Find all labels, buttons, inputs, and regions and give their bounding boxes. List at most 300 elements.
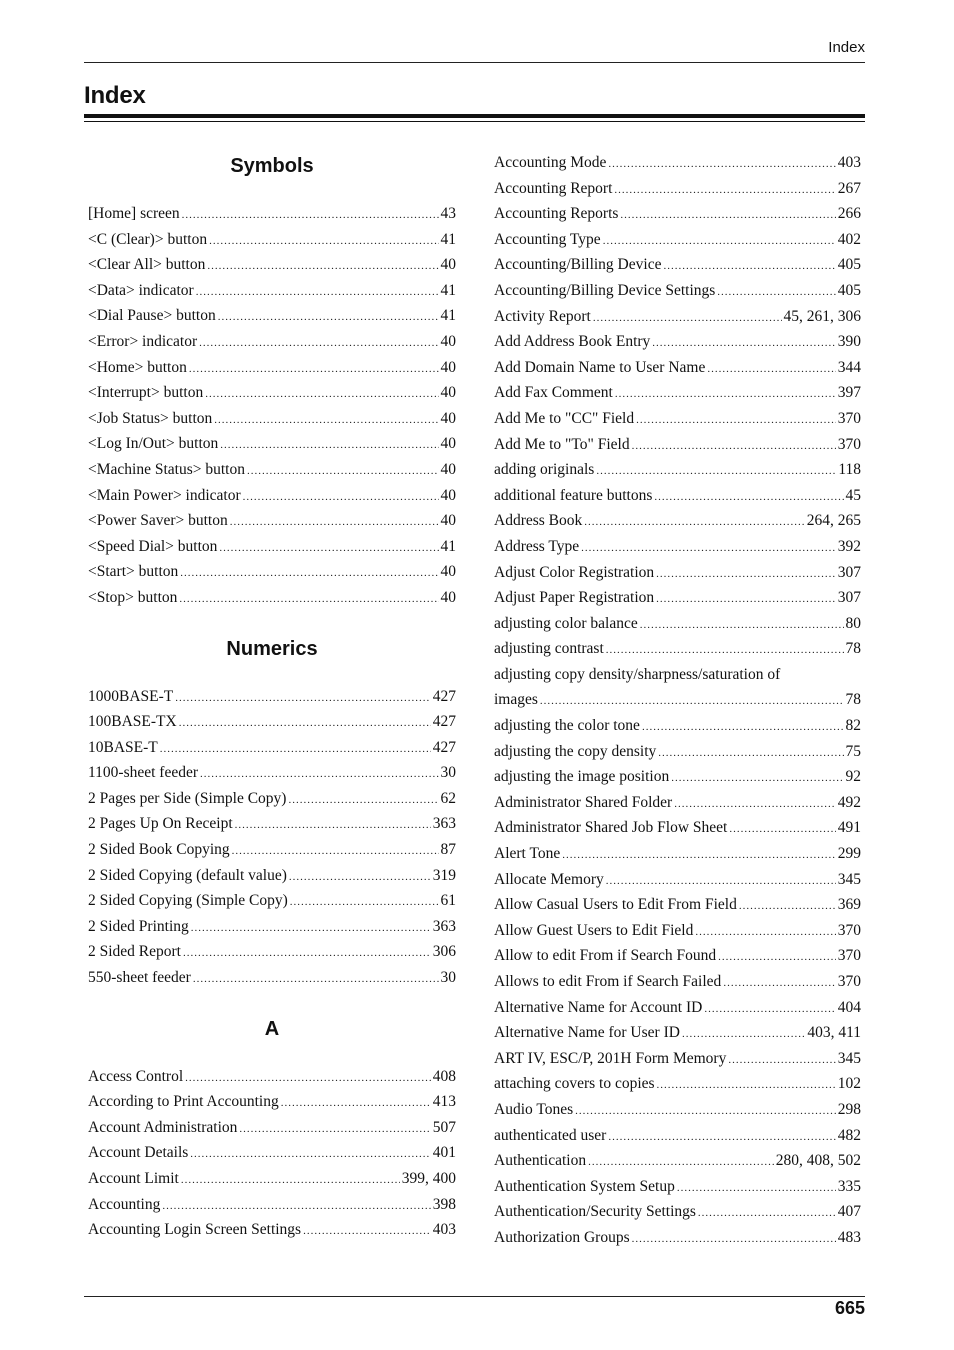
index-entry xyxy=(494,252,861,278)
index-term: <Home> button xyxy=(88,358,187,376)
title-rule-thin xyxy=(84,121,865,122)
index-term: 2 Sided Copying (Simple Copy) xyxy=(88,892,288,910)
index-term: adjusting contrast xyxy=(494,640,604,658)
index-term: Add Fax Comment xyxy=(494,384,613,402)
index-page-ref: 61 xyxy=(440,892,456,910)
index-entry xyxy=(494,1148,861,1174)
index-term: Accounting Mode xyxy=(494,154,607,171)
index-entry xyxy=(88,709,456,735)
index-entry xyxy=(88,811,456,837)
section-heading: Symbols xyxy=(230,155,314,177)
index-entry xyxy=(494,892,861,918)
index-entry xyxy=(88,431,456,457)
index-entry xyxy=(494,764,861,790)
index-page-ref: 40 xyxy=(440,588,456,606)
index-term: Add Domain Name to User Name xyxy=(494,358,706,376)
dot-leader xyxy=(247,459,439,485)
index-page-ref: 40 xyxy=(440,358,456,376)
index-term: Add Me to "CC" Field xyxy=(494,409,635,427)
index-entry xyxy=(88,786,456,812)
index-entry xyxy=(494,815,861,841)
index-page-ref: 41 xyxy=(440,307,456,325)
index-page-ref: 280, 408, 502 xyxy=(775,1152,861,1170)
dot-leader xyxy=(632,434,836,460)
index-term: adjusting the image position xyxy=(494,768,670,786)
index-entry xyxy=(88,483,456,509)
index-page-ref: 483 xyxy=(837,1228,861,1246)
index-term: Alert Tone xyxy=(494,845,561,863)
index-page-ref: 397 xyxy=(837,384,861,402)
index-term: 2 Sided Printing xyxy=(88,917,189,935)
dot-leader xyxy=(230,510,439,536)
dot-leader xyxy=(658,741,843,767)
index-page-ref: 491 xyxy=(837,819,861,837)
index-entry xyxy=(88,863,456,889)
dot-leader xyxy=(723,971,835,997)
index-term: adjusting the copy density xyxy=(494,742,657,760)
index-term: 2 Pages per Side (Simple Copy) xyxy=(88,789,287,807)
dot-leader xyxy=(239,1117,430,1143)
index-term: <Stop> button xyxy=(88,588,178,606)
index-term: Accounting Type xyxy=(494,230,601,248)
dot-leader xyxy=(674,792,836,818)
dot-leader xyxy=(707,357,835,383)
index-page-ref: 306 xyxy=(432,943,456,961)
index-term: <Interrupt> button xyxy=(88,384,204,402)
index-term: Allows to edit From if Search Failed xyxy=(494,973,722,990)
index-entry xyxy=(88,406,456,432)
index-entry xyxy=(494,534,861,560)
index-page-ref: 87 xyxy=(440,841,456,859)
index-entry xyxy=(88,355,456,381)
index-page-ref: 363 xyxy=(432,917,456,935)
index-entry xyxy=(494,304,861,330)
index-entry xyxy=(494,1097,861,1123)
index-page-ref: 427 xyxy=(432,687,456,705)
dot-leader xyxy=(209,229,438,255)
index-page-ref: 370 xyxy=(837,947,861,965)
index-term: Access Control xyxy=(88,1067,184,1085)
dot-leader xyxy=(654,485,843,511)
index-entry xyxy=(494,585,861,611)
index-column-right xyxy=(494,150,861,1251)
index-page-ref: 403, 411 xyxy=(807,1024,861,1042)
index-term: Address Type xyxy=(494,537,580,555)
index-entry xyxy=(88,1217,456,1243)
index-entry xyxy=(88,227,456,253)
index-page-ref: 405 xyxy=(837,281,861,299)
index-page-ref: 40 xyxy=(440,409,456,427)
index-page-ref: 82 xyxy=(845,717,861,735)
index-page-ref: 370 xyxy=(837,409,861,427)
dot-leader xyxy=(540,689,844,715)
dot-leader xyxy=(214,408,438,434)
index-entry xyxy=(88,684,456,710)
index-page-ref: 335 xyxy=(837,1177,861,1195)
dot-leader xyxy=(652,331,835,357)
index-term: 550-sheet feeder xyxy=(88,969,191,987)
index-term: Alternative Name for Account ID xyxy=(494,998,703,1016)
index-page-ref: 408 xyxy=(432,1067,456,1085)
index-term: <Machine Status> button xyxy=(88,460,245,478)
dot-leader xyxy=(219,536,438,562)
index-entry xyxy=(494,278,861,304)
index-page-ref: 264, 265 xyxy=(806,512,861,530)
index-page-ref: 345 xyxy=(837,870,861,888)
index-entry xyxy=(494,969,861,995)
index-term: <Dial Pause> button xyxy=(88,307,216,325)
dot-leader xyxy=(200,762,438,788)
index-term: images xyxy=(494,691,538,709)
dot-leader xyxy=(729,817,835,843)
index-entry xyxy=(494,1071,861,1097)
dot-leader xyxy=(718,945,836,971)
index-entry xyxy=(494,329,861,355)
dot-leader xyxy=(218,305,439,331)
dot-leader xyxy=(562,843,836,869)
index-entry xyxy=(88,252,456,278)
dot-leader xyxy=(695,920,835,946)
index-page-ref: 413 xyxy=(432,1093,456,1111)
dot-leader xyxy=(717,280,835,306)
index-page-ref: 344 xyxy=(837,358,861,376)
index-term: ART IV, ESC/P, 201H Form Memory xyxy=(494,1049,727,1067)
index-column-left xyxy=(88,150,456,1243)
index-term: adjusting color balance xyxy=(494,614,638,632)
dot-leader xyxy=(698,1201,836,1227)
index-entry xyxy=(88,303,456,329)
dot-leader xyxy=(663,254,835,280)
dot-leader xyxy=(581,536,836,562)
dot-leader xyxy=(190,1142,430,1168)
index-page-ref: 40 xyxy=(440,332,456,350)
dot-leader xyxy=(608,1125,835,1151)
dot-leader xyxy=(642,715,844,741)
index-page-ref: 41 xyxy=(440,281,456,299)
index-page-ref: 370 xyxy=(837,973,861,990)
index-page-ref: 45 xyxy=(845,486,861,504)
index-term: adding originals xyxy=(494,461,595,479)
index-term: Accounting Login Screen Settings xyxy=(88,1221,302,1239)
index-page-ref: 118 xyxy=(838,461,861,479)
index-term: <Start> button xyxy=(88,563,179,581)
index-page-ref: 75 xyxy=(845,742,861,760)
dot-leader xyxy=(289,865,431,891)
index-page-ref: 40 xyxy=(440,384,456,402)
index-page-ref: 390 xyxy=(837,333,861,351)
dot-leader xyxy=(185,1066,431,1092)
index-page-ref: 40 xyxy=(440,460,456,478)
index-page-ref: 307 xyxy=(837,563,861,581)
index-term: Add Address Book Entry xyxy=(494,333,651,351)
index-page-ref: 62 xyxy=(440,789,456,807)
index-term: 2 Sided Book Copying xyxy=(88,841,230,859)
index-term: adjusting the color tone xyxy=(494,717,640,735)
dot-leader xyxy=(608,152,835,178)
index-page-ref: 267 xyxy=(837,179,861,197)
index-term: Administrator Shared Folder xyxy=(494,793,673,811)
running-header: Index xyxy=(828,39,865,56)
index-page-ref: 363 xyxy=(432,815,456,833)
footer-rule xyxy=(84,1296,865,1297)
index-entry xyxy=(88,1166,456,1192)
index-page-ref: 102 xyxy=(837,1075,861,1093)
dot-leader xyxy=(739,894,836,920)
index-term: authenticated user xyxy=(494,1126,607,1144)
index-term: Authentication/Security Settings xyxy=(494,1203,696,1221)
dot-leader xyxy=(179,711,431,737)
index-term: Authentication xyxy=(494,1152,587,1170)
dot-leader xyxy=(183,941,431,967)
index-term: <Job Status> button xyxy=(88,409,213,427)
index-term: <Main Power> indicator xyxy=(88,486,241,504)
index-entry xyxy=(88,1140,456,1166)
index-page-ref: 266 xyxy=(837,205,861,223)
index-entry xyxy=(494,355,861,381)
index-term: Authentication System Setup xyxy=(494,1177,675,1195)
dot-leader xyxy=(281,1091,431,1117)
index-entry xyxy=(494,867,861,893)
index-page-ref: 370 xyxy=(837,435,861,453)
dot-leader xyxy=(728,1048,835,1074)
index-page-ref: 427 xyxy=(432,738,456,756)
index-term: 10BASE-T xyxy=(88,738,158,756)
index-entry xyxy=(88,201,456,227)
index-entry xyxy=(88,1064,456,1090)
index-entry xyxy=(494,176,861,202)
index-entry xyxy=(494,483,861,509)
index-term: attaching covers to copies xyxy=(494,1075,655,1093)
index-term: Accounting xyxy=(88,1195,161,1213)
index-entry xyxy=(494,457,861,483)
index-page-ref: 319 xyxy=(432,866,456,884)
dot-leader xyxy=(593,306,782,332)
index-entry xyxy=(88,735,456,761)
index-term: Allow Casual Users to Edit From Field xyxy=(494,896,737,914)
dot-leader xyxy=(162,1194,430,1220)
index-term: 100BASE-TX xyxy=(88,713,177,731)
index-page-ref: 41 xyxy=(440,230,456,248)
index-page-ref: 492 xyxy=(837,793,861,811)
dot-leader xyxy=(207,254,438,280)
dot-leader xyxy=(290,890,439,916)
index-page-ref: 407 xyxy=(837,1203,861,1221)
dot-leader xyxy=(179,587,438,613)
index-page-ref: 399, 400 xyxy=(401,1170,456,1187)
index-page-ref: 45, 261, 306 xyxy=(783,307,861,325)
dot-leader xyxy=(656,587,836,613)
index-entry xyxy=(88,585,456,611)
dot-leader xyxy=(220,433,438,459)
index-entry xyxy=(88,534,456,560)
index-entry xyxy=(494,1046,861,1072)
index-entry xyxy=(494,943,861,969)
dot-leader xyxy=(575,1099,836,1125)
dot-leader xyxy=(682,1022,805,1048)
dot-leader xyxy=(193,967,439,993)
index-entry xyxy=(494,611,861,637)
index-entry xyxy=(494,918,861,944)
dot-leader xyxy=(181,1168,400,1194)
index-term: Allow to edit From if Search Found xyxy=(494,947,717,965)
index-entry xyxy=(88,837,456,863)
index-page-ref: 40 xyxy=(440,563,456,581)
dot-leader xyxy=(677,1176,836,1202)
index-term: Accounting Report xyxy=(494,179,613,197)
index-page-ref: 401 xyxy=(432,1144,456,1162)
index-page-ref: 427 xyxy=(432,713,456,731)
index-page-ref: 299 xyxy=(837,845,861,863)
dot-leader xyxy=(182,203,439,229)
dot-leader xyxy=(606,869,836,895)
index-entry xyxy=(88,914,456,940)
index-entry xyxy=(494,406,861,432)
index-page-ref: 40 xyxy=(440,512,456,530)
dot-leader xyxy=(640,613,844,639)
page-title: Index xyxy=(84,82,146,109)
index-entry xyxy=(88,965,456,991)
dot-leader xyxy=(588,1150,774,1176)
index-entry xyxy=(88,457,456,483)
index-page-ref: 30 xyxy=(440,764,456,782)
index-term: additional feature buttons xyxy=(494,486,653,504)
index-page-ref: 369 xyxy=(837,896,861,914)
index-entry xyxy=(494,432,861,458)
index-page-ref: 40 xyxy=(440,435,456,453)
index-page-ref: 403 xyxy=(432,1221,456,1239)
index-term: Alternative Name for User ID xyxy=(494,1024,680,1042)
index-page-ref: 392 xyxy=(837,537,861,555)
index-entry xyxy=(88,278,456,304)
dot-leader xyxy=(584,510,804,536)
index-entry xyxy=(494,636,861,662)
index-term: <Speed Dial> button xyxy=(88,537,218,555)
index-page-ref: 40 xyxy=(440,256,456,274)
dot-leader xyxy=(636,408,836,434)
index-page-ref: 78 xyxy=(845,640,861,658)
index-page-ref: 298 xyxy=(837,1100,861,1118)
dot-leader xyxy=(656,562,836,588)
index-entry xyxy=(494,201,861,227)
index-term: <C (Clear)> button xyxy=(88,230,208,248)
dot-leader xyxy=(205,382,438,408)
index-entry xyxy=(494,1225,861,1251)
index-term: Administrator Shared Job Flow Sheet xyxy=(494,819,728,837)
index-term: Account Administration xyxy=(88,1118,238,1136)
dot-leader xyxy=(191,916,431,942)
dot-leader xyxy=(596,459,836,485)
index-entry xyxy=(88,508,456,534)
index-term: 1000BASE-T xyxy=(88,687,174,705)
index-term: Authorization Groups xyxy=(494,1228,630,1246)
dot-leader xyxy=(632,1227,836,1253)
dot-leader xyxy=(235,813,431,839)
dot-leader xyxy=(606,638,844,664)
index-page-ref: 80 xyxy=(845,614,861,632)
index-entry xyxy=(494,790,861,816)
index-page-ref: 403 xyxy=(837,154,861,171)
index-term: [Home] screen xyxy=(88,205,180,222)
index-term: 2 Pages Up On Receipt xyxy=(88,815,233,833)
dot-leader xyxy=(232,839,439,865)
index-page-ref: 398 xyxy=(432,1195,456,1213)
index-entry xyxy=(494,1174,861,1200)
index-term: Activity Report xyxy=(494,307,591,325)
index-term: Add Me to "To" Field xyxy=(494,435,630,453)
index-term: Adjust Paper Registration xyxy=(494,589,655,607)
index-entry xyxy=(494,995,861,1021)
index-page-ref: 370 xyxy=(837,921,861,939)
dot-leader xyxy=(175,686,431,712)
index-term: Accounting/Billing Device xyxy=(494,256,662,274)
index-term: Adjust Color Registration xyxy=(494,563,655,581)
index-entry xyxy=(494,227,861,253)
index-entry xyxy=(88,1115,456,1141)
index-term: <Clear All> button xyxy=(88,256,206,274)
dot-leader xyxy=(704,997,835,1023)
index-page-ref: 30 xyxy=(440,969,456,987)
index-entry xyxy=(494,713,861,739)
index-term: <Error> indicator xyxy=(88,332,198,350)
index-term: Account Limit xyxy=(88,1170,179,1187)
index-page-ref: 43 xyxy=(440,205,456,222)
index-entry xyxy=(88,559,456,585)
index-page-ref: 404 xyxy=(837,998,861,1016)
index-term: 2 Sided Report xyxy=(88,943,181,961)
header-rule xyxy=(84,62,865,63)
dot-leader xyxy=(189,357,439,383)
dot-leader xyxy=(288,788,438,814)
index-entry xyxy=(88,329,456,355)
index-entry xyxy=(494,1123,861,1149)
index-term: <Data> indicator xyxy=(88,281,194,299)
index-entry xyxy=(494,1199,861,1225)
index-page-ref: 405 xyxy=(837,256,861,274)
dot-leader xyxy=(160,737,431,763)
index-page-ref: 41 xyxy=(440,537,456,555)
index-page-ref: 92 xyxy=(845,768,861,786)
index-term: Accounting Reports xyxy=(494,205,619,223)
section-heading: Numerics xyxy=(226,637,318,660)
index-term: Allocate Memory xyxy=(494,870,604,888)
index-entry xyxy=(494,1020,861,1046)
dot-leader xyxy=(671,766,843,792)
dot-leader xyxy=(620,203,835,229)
index-term: 1100-sheet feeder xyxy=(88,764,199,782)
index-entry xyxy=(494,841,861,867)
index-entry xyxy=(494,739,861,765)
dot-leader xyxy=(180,561,438,587)
index-entry xyxy=(88,888,456,914)
index-term: Address Book xyxy=(494,512,583,530)
index-term: 2 Sided Copying (default value) xyxy=(88,866,287,884)
index-page-ref: 482 xyxy=(837,1126,861,1144)
index-term: Accounting/Billing Device Settings xyxy=(494,281,716,299)
index-term-wrapped-line: adjusting copy density/sharpness/saturation of xyxy=(494,665,781,683)
title-rule-thick xyxy=(84,114,865,118)
index-term: Account Details xyxy=(88,1144,189,1162)
index-term: Allow Guest Users to Edit Field xyxy=(494,921,694,939)
index-term: <Power Saver> button xyxy=(88,512,228,530)
index-entry xyxy=(494,687,861,713)
index-entry xyxy=(494,150,861,176)
dot-leader xyxy=(199,331,438,357)
index-entry xyxy=(494,380,861,406)
dot-leader xyxy=(657,1073,836,1099)
index-entry xyxy=(88,1192,456,1218)
index-page-ref: 40 xyxy=(440,486,456,504)
index-entry xyxy=(88,760,456,786)
